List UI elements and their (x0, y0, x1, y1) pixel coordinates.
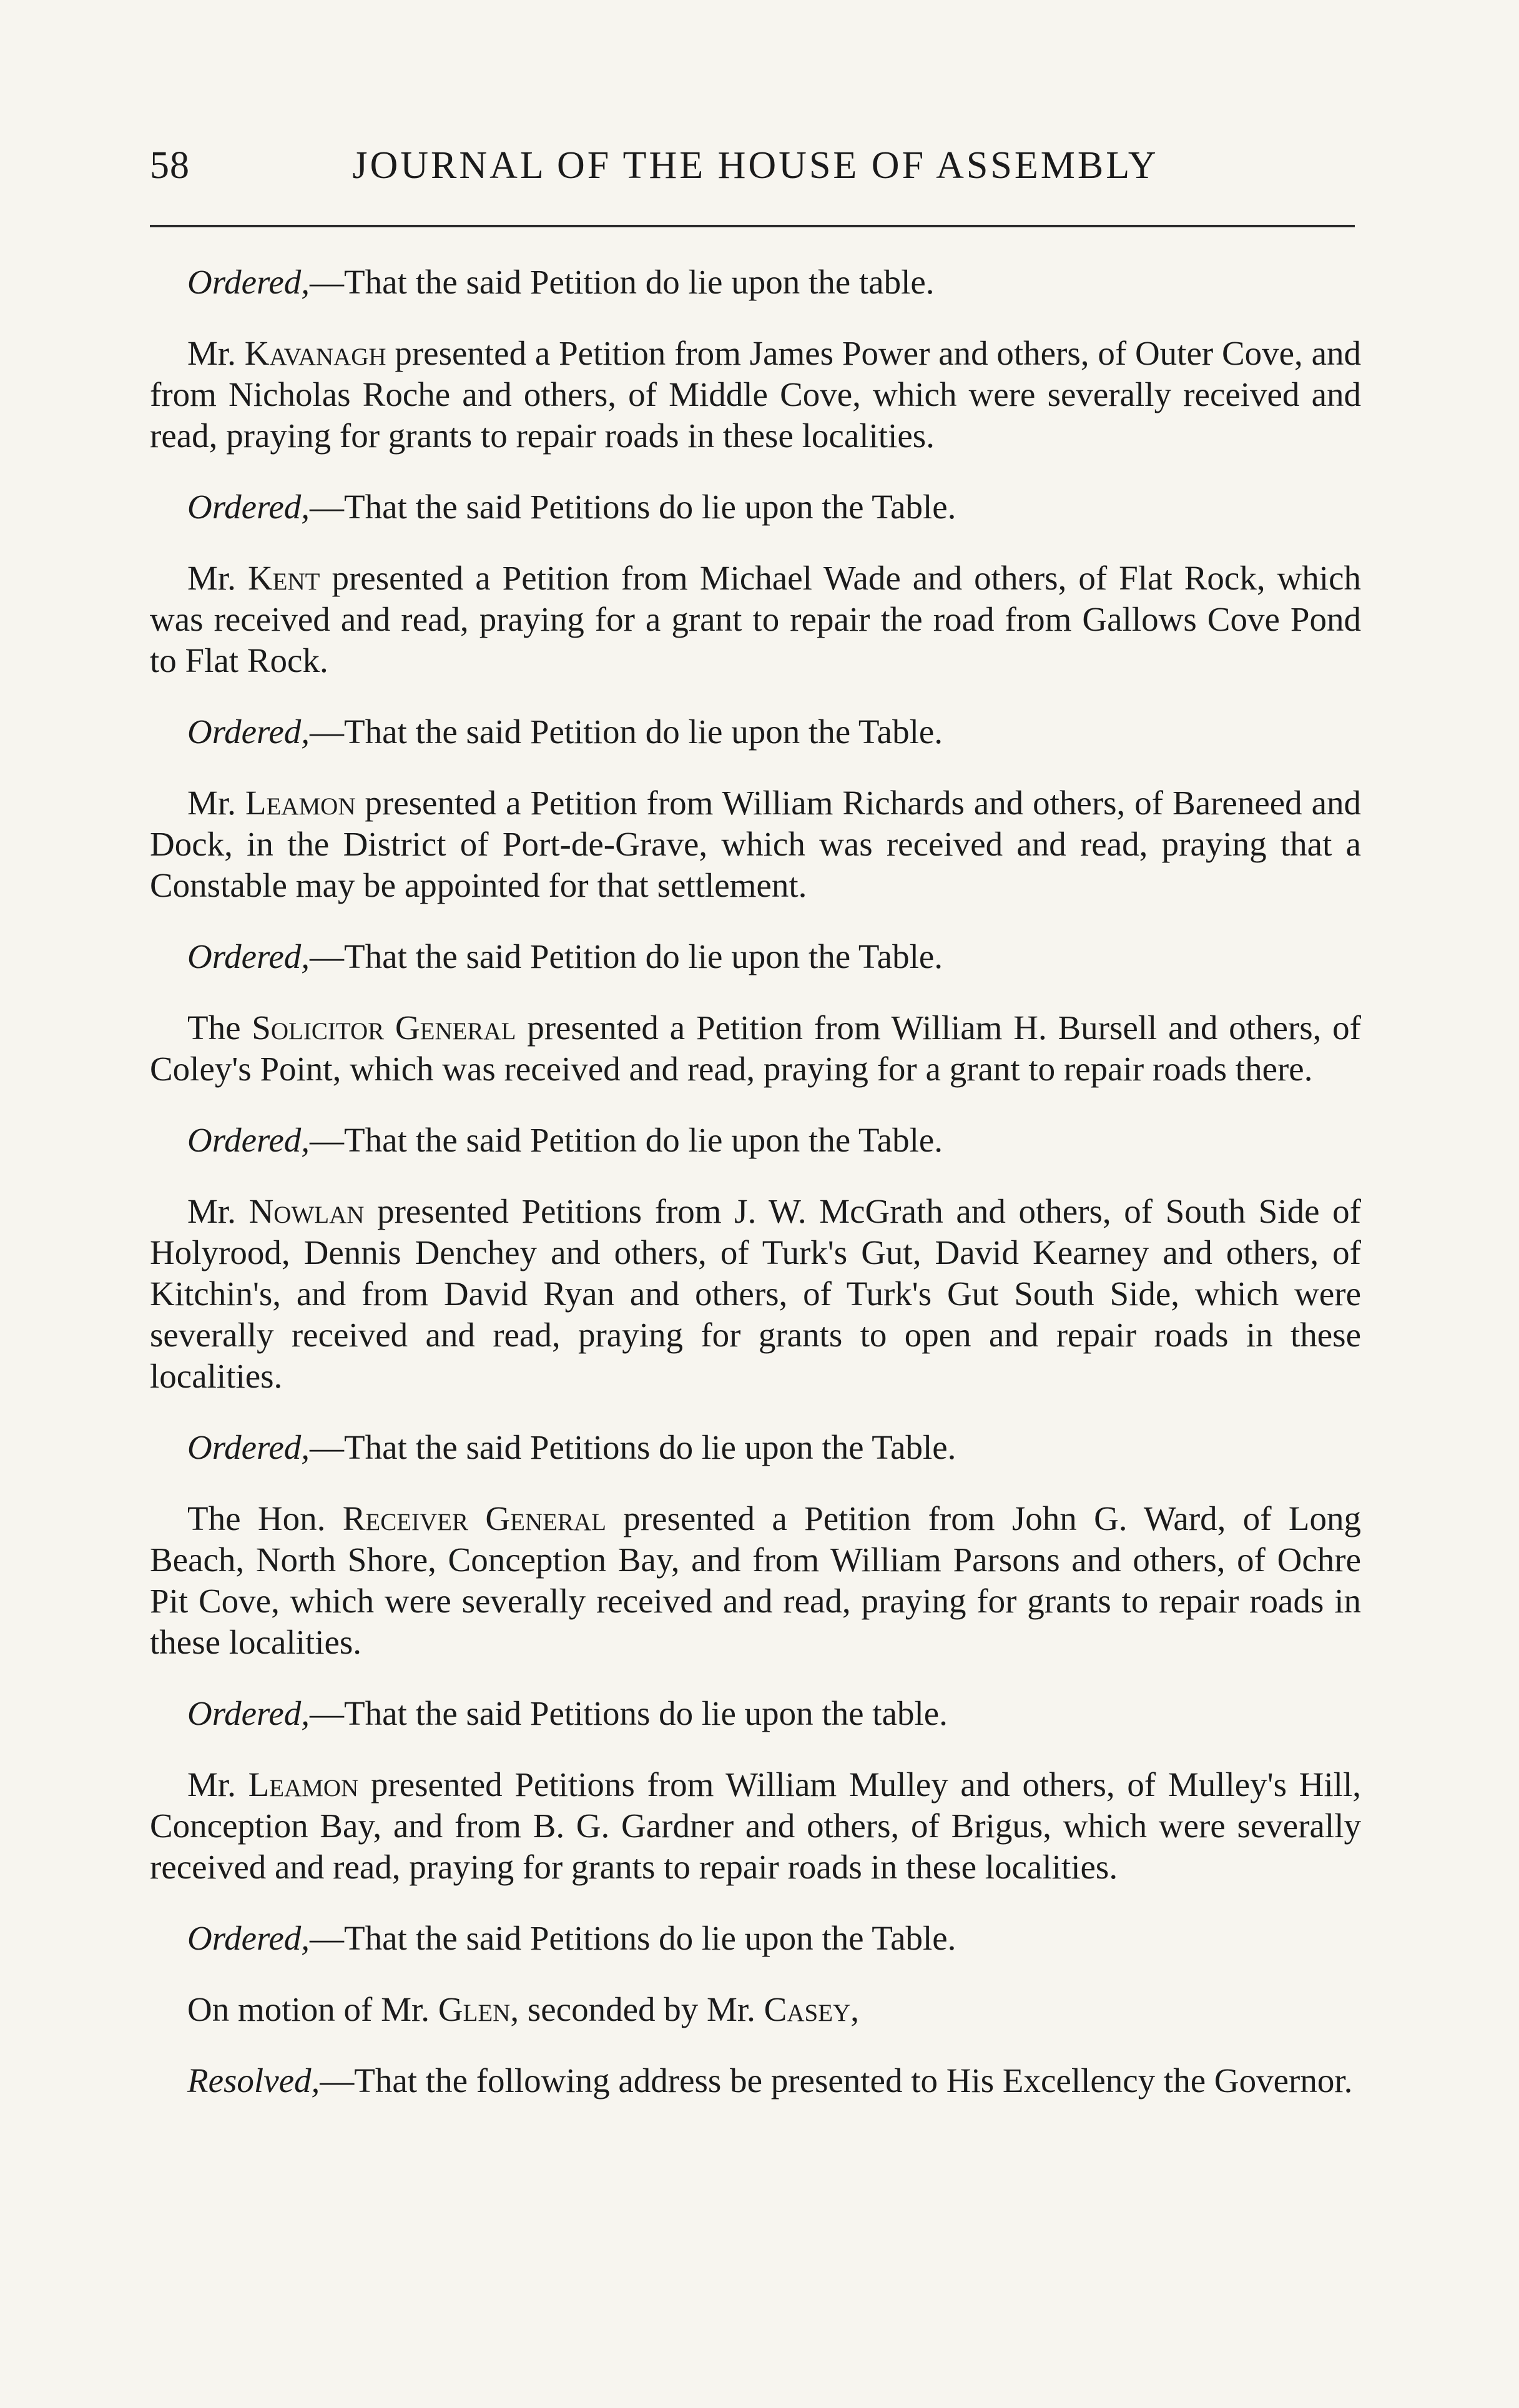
member-name: Nowlan (248, 1192, 365, 1230)
petition-entry: The Hon. Receiver General presented a Petition from John G. Ward, of Long Beach, North Shore, Conception Bay, and from William Parsons and others, of Ochre Pit Cove, which were severally received and read, praying for grants to repair roads in these localities. (150, 1499, 1362, 1661)
order-paragraph: Ordered,—That the said Petitions do lie upon the Table. (187, 488, 956, 526)
member-name: Glen (438, 1990, 511, 2028)
header-rule (150, 225, 1355, 227)
petition-entry: Mr. Leamon presented Petitions from William Mulley and others, of Mulley's Hill, Conception Bay, and from B. G. Gardner and others, of Brigus, which were severally received and read, praying for grants to repair roads in these localities. (150, 1765, 1361, 1886)
member-name: Kavanagh (244, 334, 386, 372)
journal-body (150, 262, 1361, 2101)
petition-entry: Mr. Kent presented a Petition from Michael Wade and others, of Flat Rock, which was received and read, praying for a grant to repair the road from Gallows Cove Pond to Flat Rock. (150, 559, 1361, 679)
member-name: Leamon (245, 784, 356, 822)
petition-entry: Mr. Leamon presented a Petition from William Richards and others, of Bareneed and Dock, in the District of Port-de-Grave, which was received and read, praying that a Constable may be appointed for that settlement. (150, 784, 1362, 904)
order-paragraph: Ordered,—That the said Petitions do lie upon the table. (187, 1694, 948, 1732)
member-name: Casey (764, 1990, 851, 2028)
order-paragraph: Ordered,—That the said Petition do lie upon the Table. (187, 937, 943, 975)
order-paragraph: Ordered,—That the said Petition do lie upon the Table. (187, 1121, 943, 1159)
petition-entry: Mr. Kavanagh presented a Petition from James Power and others, of Outer Cove, and from Nicholas Roche and others, of Middle Cove, which were severally received and read, praying for grants to repair roads in these localities. (150, 334, 1361, 455)
member-name: Leamon (248, 1765, 359, 1804)
order-paragraph: Ordered,—That the said Petition do lie upon the Table. (187, 713, 943, 751)
petition-entry: Mr. Nowlan presented Petitions from J. W. McGrath and others, of South Side of Holyrood, Dennis Denchey and others, of Turk's Gut, David Kearney and others, of Kitchin's, and from David Ryan and others, of Turk's Gut South Side, which were severally received and read, praying for grants to open and repair roads in these localities. (150, 1192, 1361, 1395)
running-head: JOURNAL OF THE HOUSE OF ASSEMBLY (352, 144, 1159, 187)
motion-paragraph: On motion of Mr. Glen, seconded by Mr. Casey, (187, 1990, 859, 2028)
page-header (150, 144, 1361, 206)
petition-entry: The Solicitor General presented a Petition from William H. Bursell and others, of Coley's Point, which was received and read, praying for a grant to repair roads there. (150, 1009, 1362, 1088)
member-name: Kent (247, 559, 320, 597)
order-paragraph: Ordered,—That the said Petitions do lie upon the Table. (187, 1919, 956, 1957)
member-name: Receiver General (342, 1499, 606, 1537)
journal-page (150, 144, 1361, 2131)
order-paragraph: Ordered,—That the said Petitions do lie upon the Table. (187, 1428, 956, 1466)
member-name: Solicitor General (252, 1009, 516, 1047)
order-paragraph: Ordered,—That the said Petition do lie upon the table. (187, 263, 935, 301)
page-number: 58 (150, 144, 190, 187)
resolution-paragraph: Resolved,—That the following address be presented to His Excellency the Governor. (187, 2061, 1353, 2100)
